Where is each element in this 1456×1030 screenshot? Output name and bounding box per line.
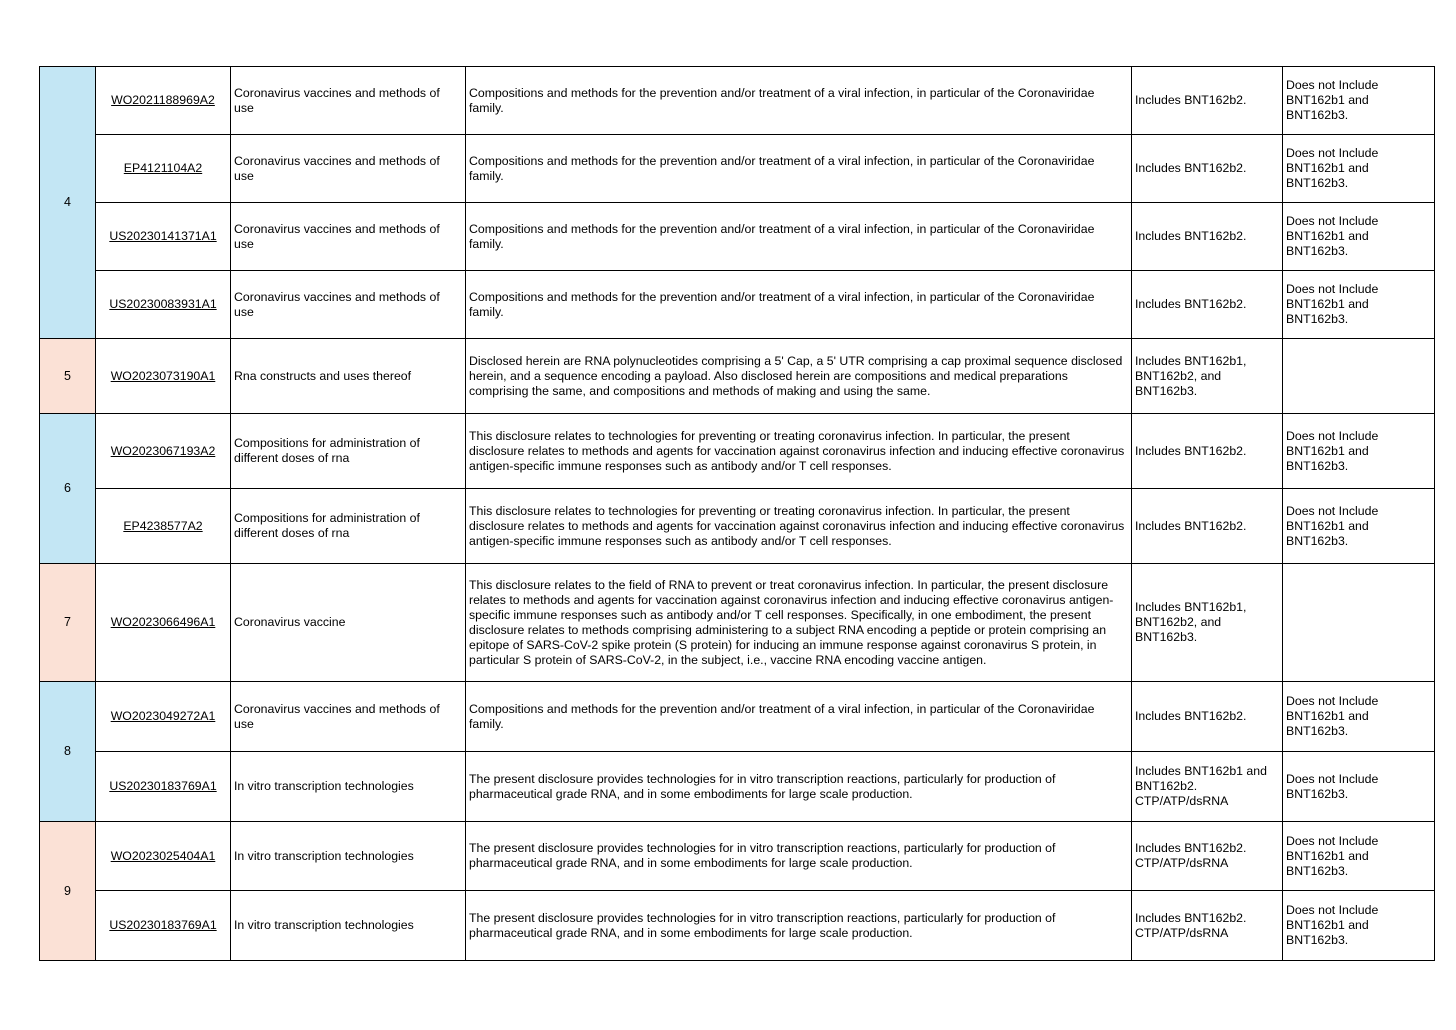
publication-number-cell bbox=[96, 203, 231, 271]
publication-number-link[interactable]: EP4238577A2 bbox=[123, 518, 203, 533]
includes-cell: Includes BNT162b2. bbox=[1132, 135, 1283, 203]
excludes-cell bbox=[1283, 339, 1435, 414]
excludes-cell: Does not Include BNT162b1 and BNT162b3. bbox=[1283, 271, 1435, 339]
table-row bbox=[40, 564, 1435, 682]
patent-title-cell: Coronavirus vaccine bbox=[231, 564, 466, 682]
publication-number-link[interactable]: US20230183769A1 bbox=[109, 779, 217, 793]
includes-cell: Includes BNT162b2. bbox=[1132, 203, 1283, 271]
patent-title-cell: In vitro transcription technologies bbox=[231, 752, 466, 822]
abstract-cell: This disclosure relates to the field of RNA to prevent or treat coronavirus infection. In particular, the present disclosure relates to methods and agents for vaccination against coronavirus infection and inducing effective coronavirus antigen-specific immune responses such as antibody and/or T cell responses. Specifically, in one embodiment, the present disclosure relates to methods comprising administering to a subject RNA encoding a peptide or protein comprising an epitope of SARS-CoV-2 spike protein (S protein) for inducing an immune response against coronavirus S protein, in particular S protein of SARS-CoV-2, in the subject, i.e., vaccine RNA encoding vaccine antigen. bbox=[466, 564, 1132, 682]
publication-number-cell bbox=[96, 271, 231, 339]
includes-cell: Includes BNT162b2. CTP/ATP/dsRNA bbox=[1132, 891, 1283, 961]
includes-cell: Includes BNT162b2. bbox=[1132, 414, 1283, 489]
group-number-cell: 8 bbox=[40, 682, 96, 822]
publication-number-link[interactable]: US20230183769A1 bbox=[109, 918, 217, 932]
includes-cell: Includes BNT162b2. CTP/ATP/dsRNA bbox=[1132, 822, 1283, 891]
patent-table-body bbox=[40, 67, 1435, 961]
publication-number-cell bbox=[96, 489, 231, 564]
abstract-cell: The present disclosure provides technologies for in vitro transcription reactions, particularly for production of pharmaceutical grade RNA, and in some embodiments for large scale production. bbox=[466, 822, 1132, 891]
patent-title-cell: Coronavirus vaccines and methods of use bbox=[231, 271, 466, 339]
abstract-cell: The present disclosure provides technologies for in vitro transcription reactions, particularly for production of pharmaceutical grade RNA, and in some embodiments for large scale production. bbox=[466, 752, 1132, 822]
publication-number-cell bbox=[96, 682, 231, 752]
publication-number-link[interactable]: WO2023073190A1 bbox=[110, 368, 216, 383]
includes-cell: Includes BNT162b1 and BNT162b2. CTP/ATP/dsRNA bbox=[1132, 752, 1283, 822]
excludes-cell: Does not Include BNT162b1 and BNT162b3. bbox=[1283, 67, 1435, 135]
patent-title-cell: Coronavirus vaccines and methods of use bbox=[231, 682, 466, 752]
excludes-cell: Does not Include BNT162b1 and BNT162b3. bbox=[1283, 203, 1435, 271]
publication-number-link[interactable]: WO2023025404A1 bbox=[110, 848, 216, 863]
table-row bbox=[40, 891, 1435, 961]
publication-number-cell bbox=[96, 67, 231, 135]
group-number-cell: 5 bbox=[40, 339, 96, 414]
publication-number-link[interactable]: US20230083931A1 bbox=[109, 297, 217, 311]
includes-cell: Includes BNT162b2. bbox=[1132, 682, 1283, 752]
publication-number-cell bbox=[96, 822, 231, 891]
patent-title-cell: Rna constructs and uses thereof bbox=[231, 339, 466, 414]
publication-number-cell bbox=[96, 564, 231, 682]
excludes-cell: Does not Include BNT162b3. bbox=[1283, 752, 1435, 822]
excludes-cell: Does not Include BNT162b1 and BNT162b3. bbox=[1283, 682, 1435, 752]
publication-number-cell bbox=[96, 414, 231, 489]
table-row bbox=[40, 271, 1435, 339]
abstract-cell: Compositions and methods for the prevention and/or treatment of a viral infection, in particular of the Coronaviridae family. bbox=[466, 271, 1132, 339]
table-row bbox=[40, 203, 1435, 271]
excludes-cell: Does not Include BNT162b1 and BNT162b3. bbox=[1283, 891, 1435, 961]
publication-number-link[interactable]: WO2023049272A1 bbox=[110, 709, 216, 723]
table-row bbox=[40, 67, 1435, 135]
abstract-cell: Compositions and methods for the prevention and/or treatment of a viral infection, in particular of the Coronaviridae family. bbox=[466, 67, 1132, 135]
abstract-cell: Compositions and methods for the prevention and/or treatment of a viral infection, in particular of the Coronaviridae family. bbox=[466, 135, 1132, 203]
abstract-cell: This disclosure relates to technologies for preventing or treating coronavirus infection. In particular, the present disclosure relates to methods and agents for vaccination against coronavirus infection and inducing effective coronavirus antigen-specific immune responses such as antibody and/or T cell responses. bbox=[466, 414, 1132, 489]
abstract-cell: Disclosed herein are RNA polynucleotides comprising a 5' Cap, a 5' UTR comprising a cap proximal sequence disclosed herein, and a sequence encoding a payload. Also disclosed herein are compositions and medical preparations comprising the same, and compositions and methods of making and using the same. bbox=[466, 339, 1132, 414]
includes-cell: Includes BNT162b2. bbox=[1132, 489, 1283, 564]
publication-number-cell bbox=[96, 752, 231, 822]
publication-number-cell bbox=[96, 891, 231, 961]
group-number-cell: 9 bbox=[40, 822, 96, 961]
publication-number-link[interactable]: WO2023067193A2 bbox=[110, 443, 216, 458]
table-row bbox=[40, 339, 1435, 414]
excludes-cell: Does not Include BNT162b1 and BNT162b3. bbox=[1283, 414, 1435, 489]
publication-number-link[interactable]: WO2023066496A1 bbox=[110, 615, 216, 629]
abstract-cell: This disclosure relates to technologies for preventing or treating coronavirus infection. In particular, the present disclosure relates to methods and agents for vaccination against coronavirus infection and inducing effective coronavirus antigen-specific immune responses such as antibody and/or T cell responses. bbox=[466, 489, 1132, 564]
includes-cell: Includes BNT162b2. bbox=[1132, 271, 1283, 339]
includes-cell: Includes BNT162b1, BNT162b2, and BNT162b3. bbox=[1132, 564, 1283, 682]
patent-title-cell: In vitro transcription technologies bbox=[231, 822, 466, 891]
abstract-cell: Compositions and methods for the prevention and/or treatment of a viral infection, in particular of the Coronaviridae family. bbox=[466, 203, 1132, 271]
table-row bbox=[40, 822, 1435, 891]
patent-title-cell: Coronavirus vaccines and methods of use bbox=[231, 203, 466, 271]
excludes-cell: Does not Include BNT162b1 and BNT162b3. bbox=[1283, 489, 1435, 564]
abstract-cell: Compositions and methods for the prevention and/or treatment of a viral infection, in particular of the Coronaviridae family. bbox=[466, 682, 1132, 752]
table-row bbox=[40, 682, 1435, 752]
excludes-cell bbox=[1283, 564, 1435, 682]
table-row bbox=[40, 414, 1435, 489]
publication-number-cell bbox=[96, 339, 231, 414]
excludes-cell: Does not Include BNT162b1 and BNT162b3. bbox=[1283, 135, 1435, 203]
patent-title-cell: Compositions for administration of different doses of rna bbox=[231, 414, 466, 489]
group-number-cell: 7 bbox=[40, 564, 96, 682]
table-row bbox=[40, 135, 1435, 203]
group-number-cell: 4 bbox=[40, 67, 96, 339]
patent-title-cell: Compositions for administration of different doses of rna bbox=[231, 489, 466, 564]
abstract-cell: The present disclosure provides technologies for in vitro transcription reactions, particularly for production of pharmaceutical grade RNA, and in some embodiments for large scale production. bbox=[466, 891, 1132, 961]
patent-title-cell: Coronavirus vaccines and methods of use bbox=[231, 67, 466, 135]
excludes-cell: Does not Include BNT162b1 and BNT162b3. bbox=[1283, 822, 1435, 891]
publication-number-link[interactable]: WO2021188969A2 bbox=[111, 93, 215, 107]
table-row bbox=[40, 489, 1435, 564]
patent-title-cell: Coronavirus vaccines and methods of use bbox=[231, 135, 466, 203]
publication-number-cell bbox=[96, 135, 231, 203]
includes-cell: Includes BNT162b2. bbox=[1132, 67, 1283, 135]
group-number-cell: 6 bbox=[40, 414, 96, 564]
table-row bbox=[40, 752, 1435, 822]
patent-title-cell: In vitro transcription technologies bbox=[231, 891, 466, 961]
includes-cell: Includes BNT162b1, BNT162b2, and BNT162b3. bbox=[1132, 339, 1283, 414]
publication-number-link[interactable]: EP4121104A2 bbox=[123, 161, 203, 175]
patent-table bbox=[39, 66, 1435, 961]
publication-number-link[interactable]: US20230141371A1 bbox=[109, 229, 217, 243]
